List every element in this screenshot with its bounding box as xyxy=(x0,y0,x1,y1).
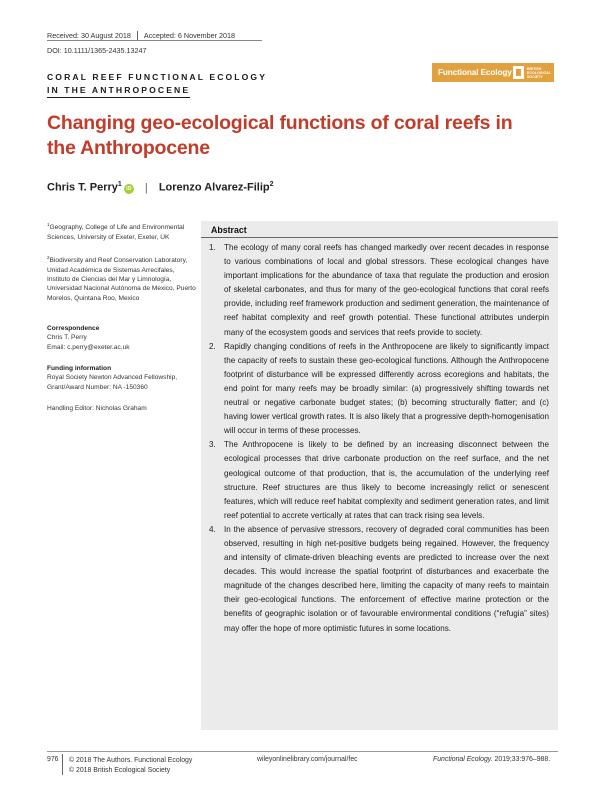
journal-name: Functional Ecology xyxy=(438,68,512,77)
header-rule xyxy=(47,40,262,41)
section-label xyxy=(47,71,267,98)
society-line2: ECOLOGICAL xyxy=(527,70,551,75)
affiliation-1-marker: 1 xyxy=(47,222,50,227)
funding-block xyxy=(47,364,197,392)
correspondence-heading: Correspondence xyxy=(47,325,100,332)
society-name xyxy=(527,67,549,79)
abstract-list xyxy=(209,241,549,636)
received-date: Received: 30 August 2018 xyxy=(47,31,131,40)
abstract-heading: Abstract xyxy=(211,225,247,235)
author-line xyxy=(47,181,274,194)
journal-url[interactable]: wileyonlinelibrary.com/journal/fec xyxy=(257,756,358,763)
author-separator: | xyxy=(144,181,148,194)
author-2[interactable]: Lorenzo Alvarez-Filip xyxy=(158,181,270,194)
abstract-item-number: 4. xyxy=(209,524,216,534)
accepted-date: Accepted: 6 November 2018 xyxy=(143,31,236,40)
citation-volume: 2019;33:976–988. xyxy=(492,756,551,763)
article-title: Changing geo-ecological functions of coral reefs in the Anthropocene xyxy=(47,112,513,159)
abstract-box xyxy=(201,221,558,730)
orcid-icon[interactable]: iD xyxy=(124,184,134,194)
abstract-item xyxy=(209,241,549,340)
abstract-item-text: The Anthropocene is likely to be defined by an increasing disconnect between the ecological processes that drive carbonate production on the reef surface, and the net geological outcome of that production, that is, the accumulation of the underlying reef structure. Reef structures are thus likely to become increasingly relict or senescent features, which will reduce reef habitat complexity and sediment generation rates, and limit reef potential to accrete vertically at rates that can track rising sea levels. xyxy=(224,440,549,520)
copyright-block xyxy=(69,756,192,776)
correspondence-email[interactable]: Email: c.perry@exeter.ac.uk xyxy=(47,343,130,351)
bes-logo-icon xyxy=(513,66,524,79)
page-number: 976 xyxy=(47,756,59,763)
abstract-item-text: In the absence of pervasive stressors, recovery of degraded coral communities has been observed, resulting in high net-positive budgets being regained. However, the frequency and intensity of climate-driven bleaching events are predicted to increase over the next decades. This would increase the spatial footprint of disturbances and exacerbate the magnitude of the changes described here, limiting the capacity of many reefs to maintain their geo-ecological functions. The enforcement of effective marine protection or the benefits of geographic isolation or of favourable environmental conditions (“refugia” sites) may offer the hope of more optimistic futures in some locations. xyxy=(224,524,549,633)
society-line1: BRITISH xyxy=(527,66,542,71)
abstract-item-text: Rapidly changing conditions of reefs in the Anthropocene are likely to significantly impact the capacity of reefs to sustain these geo-ecological functions. Although the Anthropocene footprint of disturbance will be expressed differently across ecoregions and habitats, the end point for many reefs may be broadly similar: (a) progressively shifting towards net neutral or negative carbonate budget states; (b) becoming structurally flatter; and (c) having lower vertical growth rates. It is also likely that a progressive depth-homogenisation will occur in terms of these processes. xyxy=(224,341,549,436)
society-line3: SOCIETY xyxy=(527,74,543,79)
abstract-item-number: 1. xyxy=(209,243,216,252)
section-label-line2: IN THE ANTHROPOCENE xyxy=(47,84,190,99)
correspondence-block xyxy=(47,324,197,352)
citation xyxy=(433,756,550,763)
journal-badge[interactable] xyxy=(432,63,554,82)
copyright-line1: © 2018 The Authors. Functional Ecology xyxy=(69,757,193,764)
affiliation-2-text: Biodiversity and Reef Conservation Laboratory, Unidad Académica de Sistemas Arrecifales, Instituto de Ciencias del Mar y Limnología, Universidad Nacional Autónoma de Mexico, Puerto Morelos, Quintana Roo, Mexico xyxy=(47,257,196,302)
abstract-rule xyxy=(201,237,558,238)
abstract-item-text: The ecology of many coral reefs has changed markedly over recent decades in response to various combinations of local and global stressors. These ecological changes have important implications for the abundance of taxa that regulate the production and erosion of skeletal carbonates, and thus for many of the geo-ecological functions that coral reefs provide, including reef framework production and sediment generation, the maintenance of reef habitat complexity and reef growth potential. These functional attributes underpin many of the ecosystem goods and services that reefs provide to society. xyxy=(224,243,549,337)
funding-text: Royal Society Newton Advanced Fellowship, Grant/Award Number: NA -150360 xyxy=(47,374,178,391)
copyright-line2: © 2018 British Ecological Society xyxy=(69,767,171,774)
footer-divider xyxy=(62,754,63,775)
affiliation-1 xyxy=(47,220,197,242)
doi[interactable]: DOI: 10.1111/1365-2435.13247 xyxy=(47,46,147,55)
citation-journal: Functional Ecology. xyxy=(433,756,493,763)
affiliation-2 xyxy=(47,253,197,303)
abstract-item xyxy=(209,523,549,636)
affiliation-2-marker: 2 xyxy=(47,255,50,260)
footer-rule xyxy=(47,751,558,752)
handling-editor: Handling Editor: Nicholas Graham xyxy=(47,405,147,412)
funding-heading: Funding information xyxy=(47,365,112,372)
author-1[interactable]: Chris T. Perry xyxy=(47,181,118,194)
affiliation-1-text: Geography, College of Life and Environmental Sciences, University of Exeter, Exeter, UK xyxy=(47,224,185,241)
correspondence-name: Chris T. Perry xyxy=(47,334,87,342)
section-label-line1: CORAL REEF FUNCTIONAL ECOLOGY xyxy=(47,72,268,82)
abstract-item xyxy=(209,438,549,523)
abstract-item xyxy=(209,340,549,439)
author-2-affil: 2 xyxy=(269,181,274,188)
author-1-affil: 1 xyxy=(117,181,122,188)
abstract-item-number: 2. xyxy=(209,341,216,351)
abstract-item-number: 3. xyxy=(209,440,216,450)
